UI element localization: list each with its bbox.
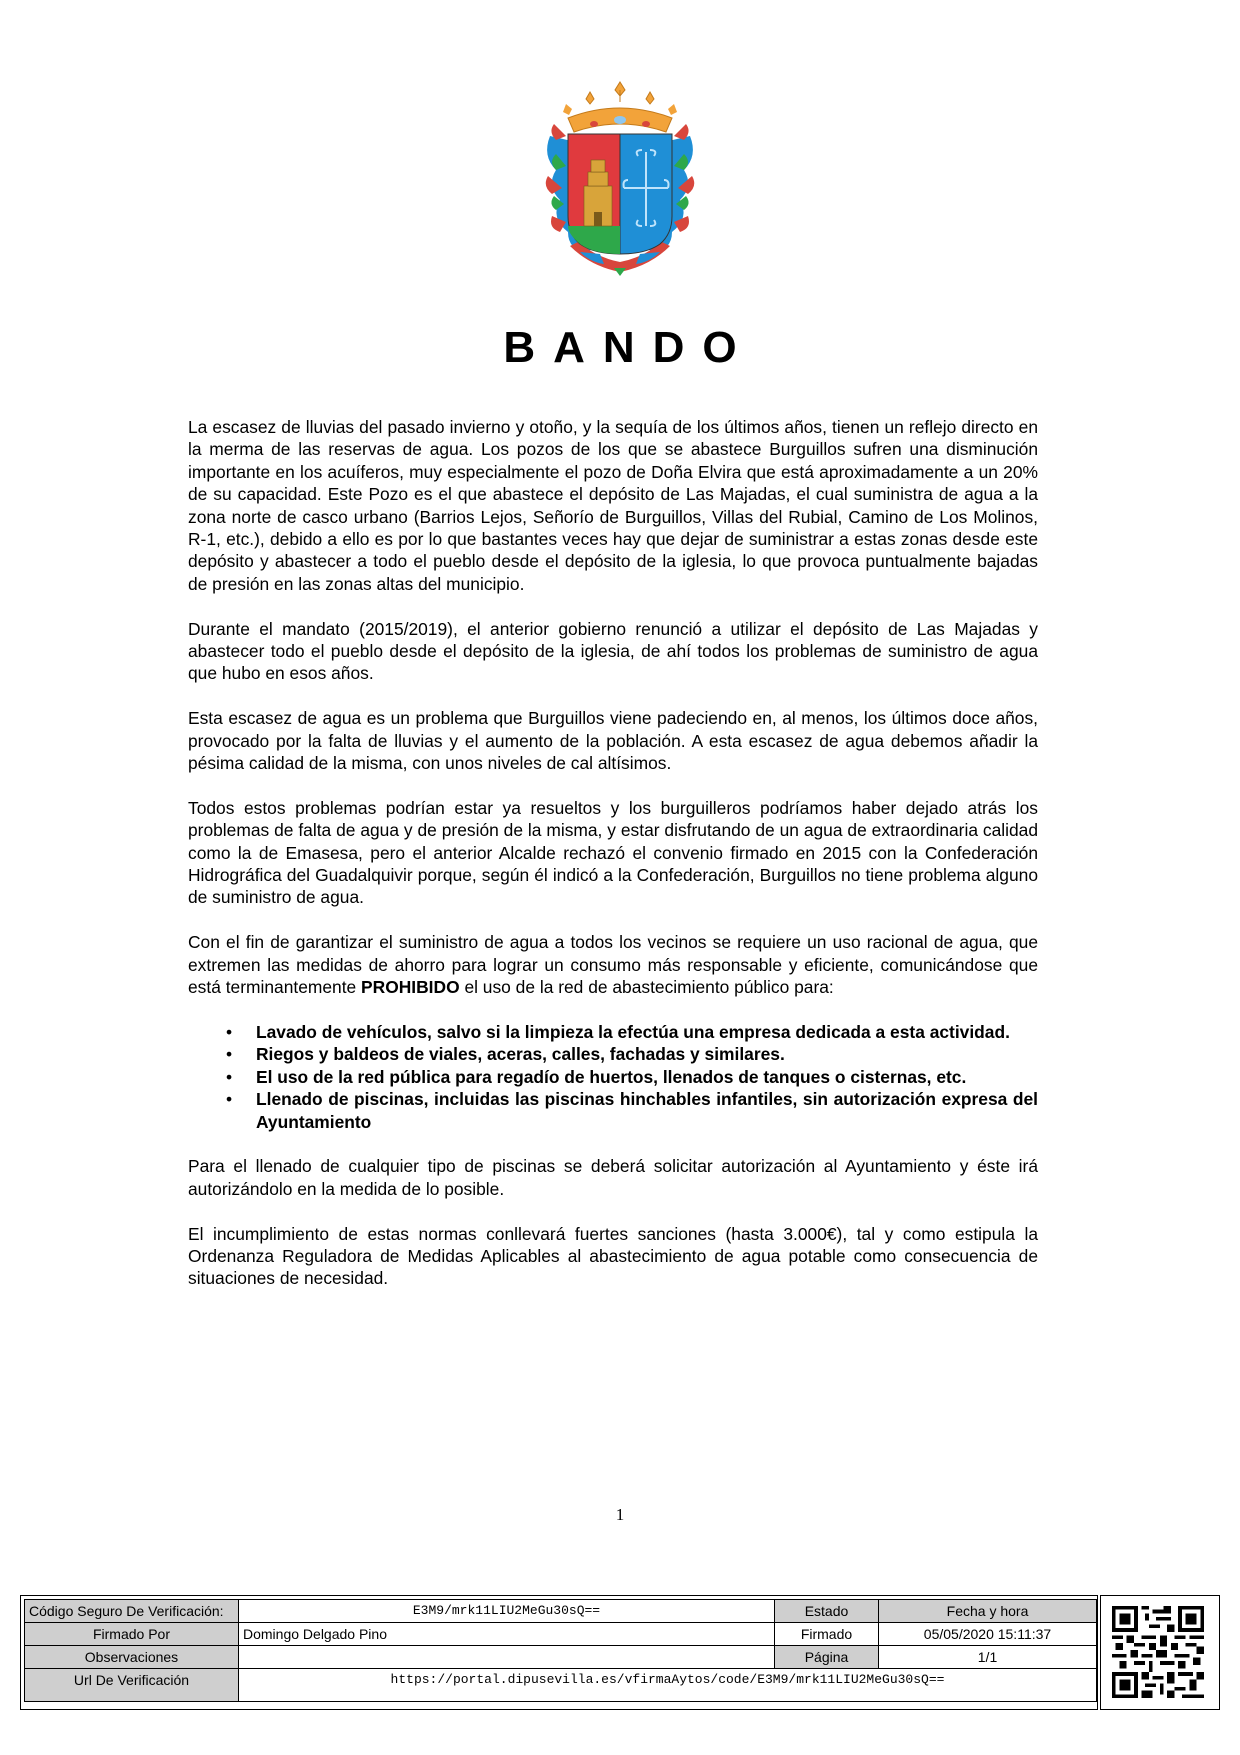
list-item-text: El uso de la red pública para regadío de huertos, llenados de tanques o cisternas, etc. bbox=[256, 1066, 967, 1087]
observaciones-value bbox=[239, 1646, 775, 1669]
bullet-icon: • bbox=[226, 1089, 233, 1110]
firmado-por-label: Firmado Por bbox=[25, 1623, 239, 1646]
paragraph-emasesa-agreement: Todos estos problemas podrían estar ya resueltos y los burguilleros podríamos haber dejado atrás los problemas de falta de agua y de presión de la misma, y estar disfrutando de un agua de extraordinaria calidad como la de Emasesa, pero el anterior Alcalde rechazó el convenio firmado en 2015 con la Confederación Hidrográfica del Guadalquivir porque, según él indicó a la Confederación, Burguillos no tiene problema alguno de suministro de agua. bbox=[188, 797, 1038, 908]
verification-url-link[interactable]: https://portal.dipusevilla.es/vfirmaAytos/code/E3M9/mrk11LIU2MeGu30sQ== bbox=[239, 1669, 1097, 1702]
document-body bbox=[188, 416, 1038, 1312]
paragraph-water-shortage: La escasez de lluvias del pasado invierno y otoño, y la sequía de los últimos años, tienen un reflejo directo en la merma de las reservas de agua. Los pozos de los que se abastece Burguillos sufren una disminución importante en los acuíferos, muy especialmente el pozo de Doña Elvira que está aproximadamente a un 20% de su capacidad. Este Pozo es el que abastece el depósito de Las Majadas, el cual suministra de agua a la zona norte de casco urbano (Barrios Lejos, Señorío de Burguillos, Villas del Rubial, Camino de Los Molinos, R-1, etc.), debido a ello es por lo que bastantes veces hay que dejar de suministrar a estas zonas desde este depósito y abastecer a todo el pueblo desde el depósito de la iglesia, lo que provoca puntualmente bajadas de presión en las zonas altas del municipio. bbox=[188, 417, 1038, 594]
bullet-icon: • bbox=[226, 1044, 233, 1065]
pagina-label: Página bbox=[775, 1646, 879, 1669]
list-item bbox=[188, 1088, 1038, 1133]
bullet-icon: • bbox=[226, 1066, 233, 1087]
prohibition-intro-tail: el uso de la red de abastecimiento público para: bbox=[459, 977, 834, 998]
estado-value: Firmado bbox=[775, 1623, 879, 1646]
firmado-por-value: Domingo Delgado Pino bbox=[239, 1623, 775, 1646]
pagina-value: 1/1 bbox=[879, 1646, 1097, 1669]
prohibited-emphasis: PROHIBIDO bbox=[361, 977, 460, 998]
observaciones-label: Observaciones bbox=[25, 1646, 239, 1669]
bullet-icon: • bbox=[226, 1021, 233, 1042]
paragraph-prohibition-intro bbox=[188, 931, 1038, 998]
qr-code-icon bbox=[1112, 1606, 1204, 1698]
estado-label: Estado bbox=[775, 1600, 879, 1623]
paragraph-previous-mandate: Durante el mandato (2015/2019), el anterior gobierno renunció a utilizar el depósito de Las Majadas y abastecer todo el pueblo desde el depósito de la iglesia, de ahí todos los problemas de suministro de agua que hubo en esos años. bbox=[188, 618, 1038, 684]
list-item bbox=[188, 1021, 1038, 1043]
prohibitions-list bbox=[188, 1021, 1038, 1133]
table-row bbox=[25, 1646, 1097, 1669]
verification-table bbox=[24, 1599, 1097, 1702]
qr-code-container bbox=[1100, 1595, 1220, 1710]
prohibition-intro-text: Con el fin de garantizar el suministro de agua a todos los vecinos se requiere un uso racional de agua, que extremen las medidas de ahorro para lograr un consumo más responsable y eficiente, comunicándose que está terminantemente bbox=[188, 932, 1038, 998]
list-item bbox=[188, 1043, 1038, 1065]
list-item-text: Riegos y baldeos de viales, aceras, calles, fachadas y similares. bbox=[256, 1044, 785, 1065]
table-row bbox=[25, 1623, 1097, 1646]
paragraph-sanctions: El incumplimiento de estas normas conllevará fuertes sanciones (hasta 3.000€), tal y como estipula la Ordenanza Reguladora de Medidas Aplicables al abastecimiento de agua potable como consecuencia de situaciones de necesidad. bbox=[188, 1223, 1038, 1289]
page-number: 1 bbox=[615, 1505, 625, 1524]
list-item-text: Llenado de piscinas, incluidas las piscinas hinchables infantiles, sin autorización expresa del Ayuntamiento bbox=[256, 1089, 1038, 1132]
document-title: BANDO bbox=[503, 323, 755, 372]
paragraph-long-term-shortage: Esta escasez de agua es un problema que Burguillos viene padeciendo en, al menos, los últimos doce años, provocado por la falta de lluvias y el aumento de la población. A esta escasez de agua debemos añadir la pésima calidad de la misma, con unos niveles de cal altísimos. bbox=[188, 708, 1038, 774]
list-item-text: Lavado de vehículos, salvo si la limpieza la efectúa una empresa dedicada a esta actividad. bbox=[256, 1021, 1010, 1042]
fecha-label: Fecha y hora bbox=[879, 1600, 1097, 1623]
table-row bbox=[25, 1669, 1097, 1702]
csv-label: Código Seguro De Verificación: bbox=[25, 1600, 239, 1623]
list-item bbox=[188, 1066, 1038, 1088]
fecha-value: 05/05/2020 15:11:37 bbox=[879, 1623, 1097, 1646]
municipal-coat-of-arms-icon bbox=[540, 76, 700, 276]
url-label: Url De Verificación bbox=[25, 1669, 239, 1702]
paragraph-pool-authorization: Para el llenado de cualquier tipo de piscinas se deberá solicitar autorización al Ayuntamiento y éste irá autorizándolo en la medida de lo posible. bbox=[188, 1156, 1038, 1199]
table-row bbox=[25, 1600, 1097, 1623]
csv-value: E3M9/mrk11LIU2MeGu30sQ== bbox=[239, 1600, 775, 1623]
